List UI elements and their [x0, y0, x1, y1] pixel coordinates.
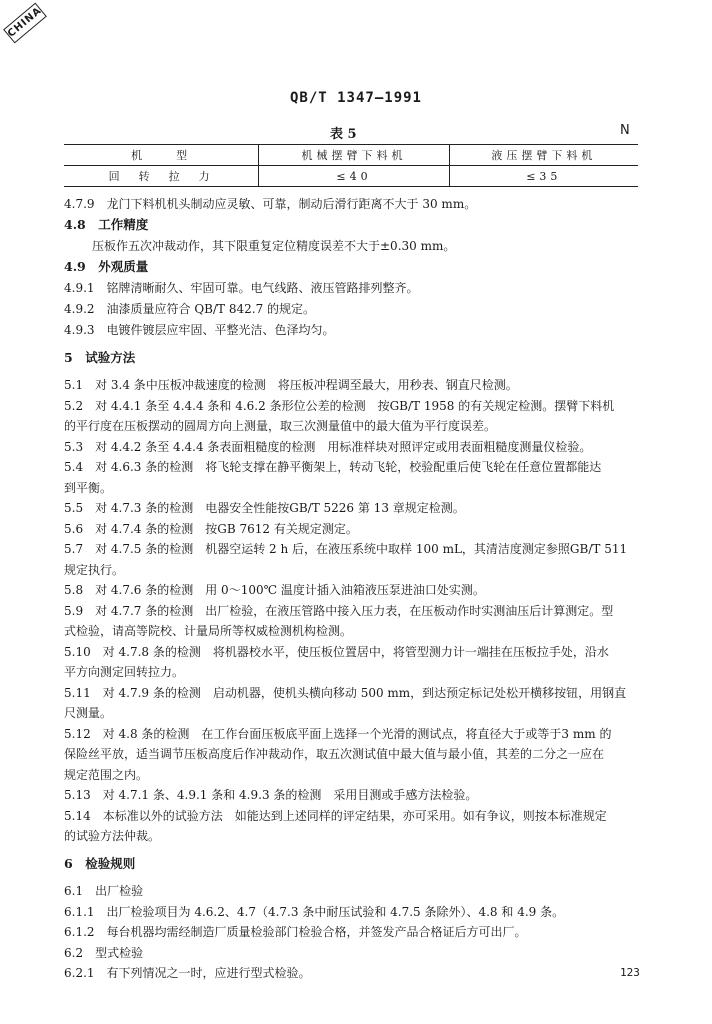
heading-4-9: 4.9 外观质量	[64, 259, 149, 274]
table-header-cell: 液压摆臂下料机	[449, 145, 638, 166]
paragraph-4-8: 压板作五次冲裁动作，其下限重复定位精度误差不大于±0.30 mm。	[92, 239, 456, 253]
clause-5-7-cont: 规定执行。	[64, 563, 125, 577]
clause-5-9-cont: 式检验，请高等院校、计量局所等权威检测机构检测。	[64, 624, 353, 638]
heading-4-8: 4.8 工作精度	[64, 217, 149, 232]
clause-5-12-cont: 规定范围之内。	[64, 768, 149, 782]
table-unit: N	[620, 123, 630, 138]
clause-4-9-3: 4.9.3 电镀件镀层应牢固、平整光洁、色泽均匀。	[64, 323, 335, 337]
spec-table	[64, 144, 638, 187]
clause-5-10: 5.10 对 4.7.8 条的检测 将机器校水平，使压板位置居中，将管型测力计一端挂在压板拉手处，沿水	[64, 645, 609, 659]
clause-5-14-cont: 的试验方法仲裁。	[64, 829, 161, 843]
clause-5-14: 5.14 本标准以外的试验方法 如能达到上述同样的评定结果，亦可采用。如有争议，则按本标准规定	[64, 809, 607, 823]
clause-5-11-cont: 尺测量。	[64, 706, 113, 720]
clause-5-13: 5.13 对 4.7.1 条、4.9.1 条和 4.9.3 条的检测 采用目测或手感方法检验。	[64, 788, 478, 802]
clause-5-10-cont: 平方向测定回转拉力。	[64, 665, 185, 679]
clause-5-4: 5.4 对 4.6.3 条的检测 将飞轮支撑在静平衡架上，转动飞轮，校验配重后使飞轮在任意位置都能达	[64, 460, 602, 474]
table-cell: ≤40	[259, 166, 449, 187]
clause-5-12: 5.12 对 4.8 条的检测 在工作台面压板底平面上选择一个光滑的测试点，将直径大于或等于3 mm 的	[64, 727, 612, 741]
table-header-cell: 机 型	[64, 145, 259, 166]
section-6-heading: 6 检验规则	[64, 856, 136, 871]
china-stamp: CHINA	[3, 3, 47, 44]
clause-4-9-1: 4.9.1 铭牌清晰耐久、牢固可靠。电气线路、液压管路排列整齐。	[64, 281, 419, 295]
standard-number: QB/T 1347—1991	[289, 90, 422, 106]
clause-5-12-cont: 保险丝平放，适当调节压板高度后作冲裁动作，取五次测试值中最大值与最小值，其差的二分之一应在	[64, 747, 605, 761]
table-caption: 表 5	[330, 127, 357, 142]
clause-6-2: 6.2 型式检验	[64, 946, 144, 960]
clause-5-5: 5.5 对 4.7.3 条的检测 电器安全性能按GB/T 5226 第 13 章规定检测。	[64, 501, 465, 515]
clause-6-1-2: 6.1.2 每台机器均需经制造厂质量检验部门检验合格，并签发产品合格证后方可出厂。	[64, 925, 527, 939]
clause-5-2: 5.2 对 4.4.1 条至 4.4.4 条和 4.6.2 条形位公差的检测 按GB/T 1958 的有关规定检测。摆臂下料机	[64, 399, 615, 413]
clause-5-6: 5.6 对 4.7.4 条的检测 按GB 7612 有关规定测定。	[64, 522, 358, 536]
clause-4-9-2: 4.9.2 油漆质量应符合 QB/T 842.7 的规定。	[64, 302, 316, 316]
table-header-row	[64, 145, 638, 166]
table-cell: ≤35	[449, 166, 638, 187]
clause-5-7: 5.7 对 4.7.5 条的检测 机器空运转 2 h 后，在液压系统中取样 100 mL，其清洁度测定参照GB/T 511	[64, 542, 628, 556]
clause-5-3: 5.3 对 4.4.2 条至 4.4.4 条表面粗糙度的检测 用标准样块对照评定或用表面粗糙度测量仪检验。	[64, 440, 592, 454]
clause-6-1: 6.1 出厂检验	[64, 884, 144, 898]
clause-5-1: 5.1 对 3.4 条中压板冲裁速度的检测 将压板冲程调至最大，用秒表、钢直尺检测。	[64, 378, 518, 392]
clause-5-4-cont: 到平衡。	[64, 481, 113, 495]
clause-6-2-1: 6.2.1 有下列情况之一时，应进行型式检验。	[64, 966, 311, 980]
clause-6-1-1: 6.1.1 出厂检验项目为 4.6.2、4.7（4.7.3 条中耐压试验和 4.7.5 条除外）、4.8 和 4.9 条。	[64, 905, 565, 919]
clause-5-9: 5.9 对 4.7.7 条的检测 出厂检验，在液压管路中接入压力表，在压板动作时实测油压后计算测定。型	[64, 604, 614, 618]
clause-5-11: 5.11 对 4.7.9 条的检测 启动机器，使机头横向移动 500 mm，到达预定标记处松开横移按钮，用钢直	[64, 686, 627, 700]
page-number: 123	[620, 966, 640, 979]
clause-5-8: 5.8 对 4.7.6 条的检测 用 0～100℃ 温度计插入油箱液压泵进油口处实测。	[64, 583, 485, 597]
clause-4-7-9: 4.7.9 龙门下料机机头制动应灵敏、可靠，制动后滑行距离不大于 30 mm。	[64, 197, 477, 211]
table-row	[64, 166, 638, 187]
section-5-heading: 5 试验方法	[64, 350, 136, 365]
table-header-cell: 机械摆臂下料机	[259, 145, 449, 166]
clause-5-2-cont: 的平行度在压板摆动的圆周方向上测量，取三次测量值中的最大值为平行度误差。	[64, 419, 497, 433]
table-cell: 回 转 拉 力	[64, 166, 259, 187]
